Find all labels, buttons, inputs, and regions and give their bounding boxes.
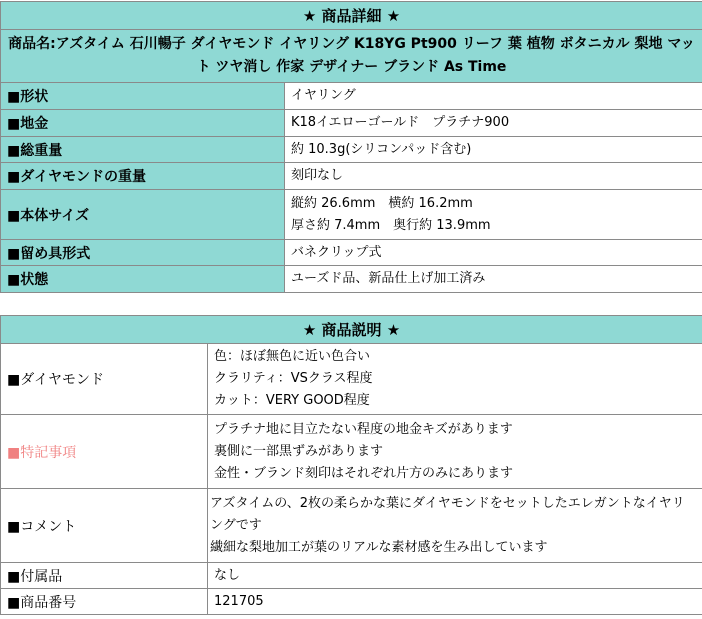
value-line: プラチナ地に目立たない程度の地金キズがあります [214, 421, 513, 437]
description-heading: ★ 商品説明 ★ [1, 316, 702, 344]
table-row [1, 190, 702, 240]
table-row [1, 110, 702, 137]
row-label: ■留め具形式 [1, 240, 285, 266]
value-line: イヤリング [291, 88, 356, 103]
row-value [285, 266, 702, 293]
row-label: ■商品番号 [1, 589, 208, 615]
table-row [1, 563, 702, 589]
row-value [285, 240, 702, 266]
table-row [1, 266, 702, 293]
special-notes-label: ■特記事項 [1, 415, 208, 489]
table-row [1, 344, 702, 415]
value-line: 121705 [214, 593, 264, 609]
row-value [285, 137, 702, 163]
table-row [1, 589, 702, 615]
value-line: バネクリップ式 [291, 244, 382, 260]
table-row [1, 489, 702, 563]
row-value [285, 83, 702, 110]
row-value [208, 563, 702, 589]
product-name: 商品名:アズタイム 石川暢子 ダイヤモンド イヤリング K18YG Pt900 リーフ 葉 植物 ボタニカル 梨地 マット ツヤ消し 作家 デザイナー ブランド As Time [1, 30, 702, 83]
row-label: ■総重量 [1, 137, 285, 163]
table-row [1, 83, 702, 110]
table-row [1, 415, 702, 489]
value-line: K18イエローゴールド プラチナ900 [291, 115, 510, 130]
product-details-table [0, 1, 702, 293]
row-label: ■形状 [1, 83, 285, 110]
table-row [1, 240, 702, 266]
value-line: なし [214, 567, 241, 583]
row-label: ■ダイヤモンド [1, 344, 208, 415]
row-value [208, 489, 702, 563]
table-row [1, 163, 702, 190]
row-value [208, 589, 702, 615]
table-row [1, 137, 702, 163]
row-label: ■付属品 [1, 563, 208, 589]
row-label: ■本体サイズ [1, 190, 285, 240]
value-line: ユーズド品、新品仕上げ加工済み [291, 271, 486, 286]
row-label: ■地金 [1, 110, 285, 137]
value-line: 厚さ約 7.4mm 奥行約 13.9mm [291, 217, 491, 233]
value-line: 金性・ブランド刻印はそれぞれ片方のみにあります [214, 465, 514, 481]
row-value [285, 110, 702, 137]
row-value [285, 163, 702, 190]
details-heading: ★ 商品詳細 ★ [1, 2, 702, 30]
value-line: アズタイムの、2枚の柔らかな葉にダイヤモンドをセットしたエレガントなイヤリングです [210, 495, 685, 533]
row-label: ■コメント [1, 489, 208, 563]
row-label: ■状態 [1, 266, 285, 293]
product-description-table [0, 315, 702, 615]
value-line: 縦約 26.6mm 横約 16.2mm [291, 195, 473, 211]
row-value [285, 190, 702, 240]
value-line: 繊細な梨地加工が葉のリアルな素材感を生み出しています [210, 539, 548, 555]
row-value [208, 344, 702, 415]
row-value [208, 415, 702, 489]
value-line: 裏側に一部黒ずみがあります [214, 443, 384, 459]
row-label: ■ダイヤモンドの重量 [1, 163, 285, 190]
value-line: クラリティ：VSクラス程度 [214, 371, 373, 386]
value-line: カット：VERY GOOD程度 [214, 393, 370, 408]
value-line: 色：ほぼ無色に近い色合い [214, 349, 371, 364]
value-line: 約 10.3g(シリコンパッド含む) [291, 141, 472, 157]
value-line: 刻印なし [291, 168, 344, 183]
